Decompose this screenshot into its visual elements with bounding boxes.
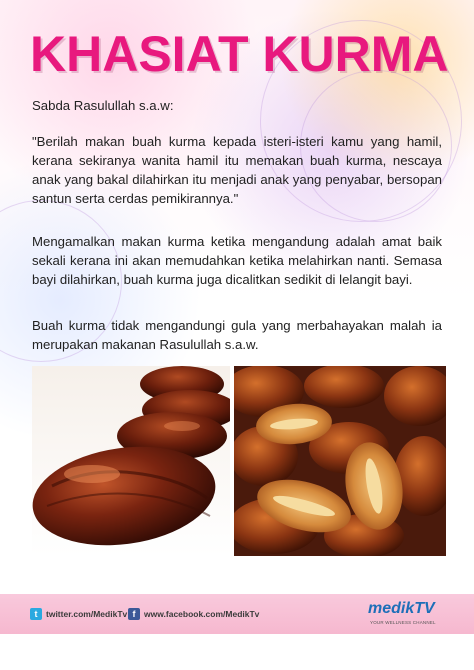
logo-tagline: YOUR WELLNESS CHANNEL bbox=[370, 620, 436, 625]
facebook-icon: f bbox=[128, 608, 140, 620]
pregnancy-paragraph: Mengamalkan makan kurma ketika mengandung adalah amat baik sekali kerana ini akan memudahkan ketika melahirkan nanti. Semasa bayi dilahirkan, buah kurma juga dicalitkan sedikit di lelangit bayi. bbox=[32, 234, 442, 287]
logo-wordmark: medikTV bbox=[368, 600, 435, 617]
facebook-url: www.facebook.com/MedikTv bbox=[144, 609, 260, 619]
split-dates-photo bbox=[234, 366, 446, 556]
page-title: KHASIAT KURMA bbox=[30, 26, 449, 82]
split-dates-illustration bbox=[234, 366, 446, 556]
sugar-paragraph: Buah kurma tidak mengandungi gula yang merbahayakan malah ia merupakan makanan Rasulullah s.a.w. bbox=[32, 318, 442, 352]
footer-band bbox=[0, 594, 474, 634]
whole-dates-photo bbox=[32, 366, 230, 556]
twitter-handle: twitter.com/MedikTv bbox=[46, 609, 128, 619]
whole-dates-illustration bbox=[32, 366, 230, 556]
twitter-icon: t bbox=[30, 608, 42, 620]
mediktv-logo bbox=[368, 598, 452, 632]
intro-line: Sabda Rasulullah s.a.w: bbox=[32, 98, 174, 113]
twitter-link[interactable] bbox=[30, 606, 127, 622]
facebook-link[interactable] bbox=[128, 606, 259, 622]
hadith-quote: "Berilah makan buah kurma kepada isteri-isteri kamu yang hamil, kerana sekiranya wanita hamil itu memakan buah kurma, nescaya anak yang bakal dilahirkan itu menjadi anak yang penyabar, bersopan santun serta cerdas pemikirannya." bbox=[32, 134, 442, 206]
